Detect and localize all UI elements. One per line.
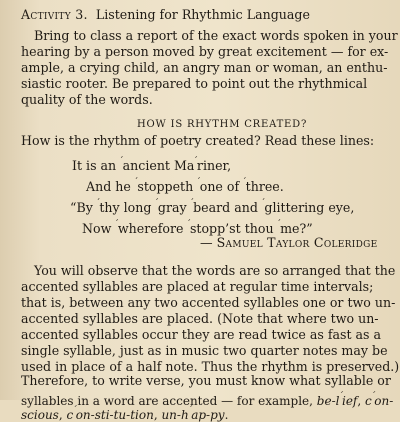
paragraph-line: accented syllables are placed. (Note that where two un- <box>21 311 379 326</box>
example-word: c´on- <box>365 392 394 408</box>
paragraph-line: scious, c´on-sti-tu-tion, un-h´ap-py. <box>21 406 229 422</box>
paragraph-line: that is, between any two accented syllables one or two un- <box>21 295 396 310</box>
paragraph-line: You will observe that the words are so arranged that the <box>34 263 396 278</box>
paragraph-line: Therefore, to write verse, you must know what syllable or <box>21 373 391 388</box>
attribution-dash: — <box>200 235 213 250</box>
accent-mark: ´ <box>338 392 343 402</box>
accent-mark: ´ <box>114 220 119 230</box>
poem-attribution <box>200 236 377 250</box>
paragraph-line: hearing by a person moved by great excitement — for ex- <box>21 44 389 59</box>
accent-mark: ´ <box>242 178 247 188</box>
accent-mark: ´ <box>276 220 282 230</box>
paragraph-line: accented syllables occur they are read twice as fast as a <box>21 327 382 342</box>
accent-mark: ´ <box>186 220 191 230</box>
attribution-name: Samuel Taylor Coleridge <box>216 235 378 250</box>
accent-mark: ´ <box>133 178 139 188</box>
accent-mark: ´ <box>370 392 376 402</box>
accent-mark: ´ <box>189 199 195 209</box>
example-word: be-l´ief <box>316 392 358 408</box>
accent-mark: ´ <box>187 406 193 416</box>
section-heading: HOW IS RHYTHM CREATED? <box>137 119 308 130</box>
example-word: scious <box>21 408 59 422</box>
accent-mark: ´ <box>72 406 77 416</box>
paragraph-line: ample, a crying child, an angry man or woman, an enthu- <box>21 60 388 75</box>
example-word: un-h´ap-py <box>161 406 225 422</box>
poem-line: “By ´thy long ´gray ´beard and ´glittering eye, <box>70 199 355 215</box>
activity-label: Activity 3. <box>21 7 88 22</box>
accent-mark: ´ <box>193 157 198 167</box>
accent-mark: ´ <box>260 199 266 209</box>
poetry-question: How is the rhythm of poetry created? Read these lines: <box>21 133 375 148</box>
paragraph-line: syllables in a word are accented — for example, be-l´ief, c´on- <box>21 392 394 408</box>
accent-mark: ´ <box>196 178 201 188</box>
poem-line: And he ´stoppeth ´one of ´three. <box>86 178 284 194</box>
accent-mark: ´ <box>119 157 124 167</box>
example-word: c´on-sti-tu-tion <box>66 406 154 422</box>
paragraph-line: quality of the words. <box>21 92 153 107</box>
poem-line: Now ´wherefore ´stopp’st thou ´me?” <box>82 220 313 236</box>
paragraph-line: single syllable, just as in music two quarter notes may be <box>21 343 388 358</box>
activity-heading <box>21 8 310 22</box>
paragraph-line: accented syllables are placed at regular time intervals; <box>21 279 374 294</box>
poem-line: It is an ´ancient Ma´riner, <box>72 157 232 173</box>
paragraph-line: siastic rooter. Be prepared to point out the rhythmical <box>21 76 368 91</box>
activity-title: Listening for Rhythmic Language <box>95 7 310 22</box>
accent-mark: ´ <box>95 199 101 209</box>
paragraph-line: Bring to class a report of the exact words spoken in your <box>34 28 398 43</box>
paragraph-line: used in place of a half note. Thus the rhythm is preserved.) <box>21 359 400 374</box>
accent-mark: ´ <box>154 199 159 209</box>
